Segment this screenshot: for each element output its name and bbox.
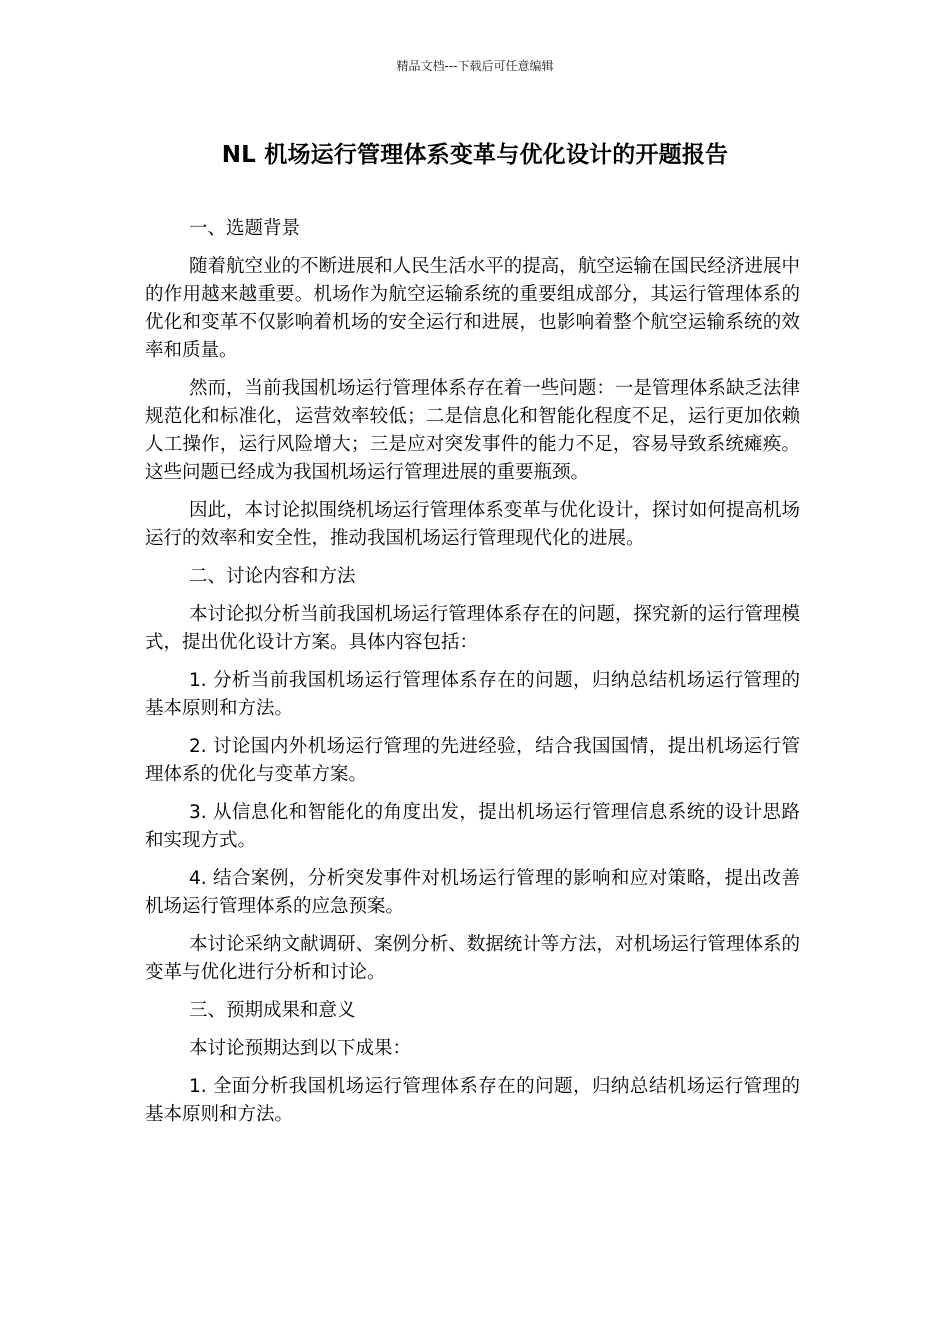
paragraph: 然而，当前我国机场运行管理体系存在着一些问题：一是管理体系缺乏法律规范化和标准化，运营效率较低；二是信息化和智能化程度不足，运行更加依赖人工操作，运行风险增大；三是应对突发事件的能力不足，容易导致系统瘫痪。这些问题已经成为我国机场运行管理进展的重要瓶颈。 [145, 378, 800, 483]
paragraph: 本讨论采纳文献调研、案例分析、数据统计等方法，对机场运行管理体系的变革与优化进行分析和讨论。 [145, 934, 800, 983]
list-item: 4. 结合案例，分析突发事件对机场运行管理的影响和应对策略，提出改善机场运行管理体系的应急预案。 [145, 868, 800, 917]
section-heading-background: 一、选题背景 [189, 218, 301, 239]
page-header: 精品文档---下载后可任意编辑 [396, 59, 554, 73]
section-heading-expected-results: 三、预期成果和意义 [189, 1000, 356, 1021]
list-item: 1. 分析当前我国机场运行管理体系存在的问题，归纳总结机场运行管理的基本原则和方法。 [145, 670, 800, 719]
paragraph: 本讨论拟分析当前我国机场运行管理体系存在的问题，探究新的运行管理模式，提出优化设计方案。具体内容包括： [145, 604, 800, 653]
document-body [145, 215, 800, 1139]
paragraph: 随着航空业的不断进展和人民生活水平的提高，航空运输在国民经济进展中的作用越来越重要。机场作为航空运输系统的重要组成部分，其运行管理体系的优化和变革不仅影响着机场的安全运行和进展，也影响着整个航空运输系统的效率和质量。 [145, 256, 800, 361]
paragraph: 因此，本讨论拟围绕机场运行管理体系变革与优化设计，探讨如何提高机场运行的效率和安全性，推动我国机场运行管理现代化的进展。 [145, 500, 800, 549]
list-item: 2. 讨论国内外机场运行管理的先进经验，结合我国国情，提出机场运行管理体系的优化与变革方案。 [145, 736, 800, 785]
section-heading-content-methods: 二、讨论内容和方法 [189, 566, 356, 587]
list-item: 1. 全面分析我国机场运行管理体系存在的问题，归纳总结机场运行管理的基本原则和方法。 [145, 1076, 800, 1125]
list-item: 3. 从信息化和智能化的角度出发，提出机场运行管理信息系统的设计思路和实现方式。 [145, 802, 800, 851]
document-title: NL 机场运行管理体系变革与优化设计的开题报告 [221, 142, 729, 168]
paragraph: 本讨论预期达到以下成果： [189, 1038, 412, 1059]
